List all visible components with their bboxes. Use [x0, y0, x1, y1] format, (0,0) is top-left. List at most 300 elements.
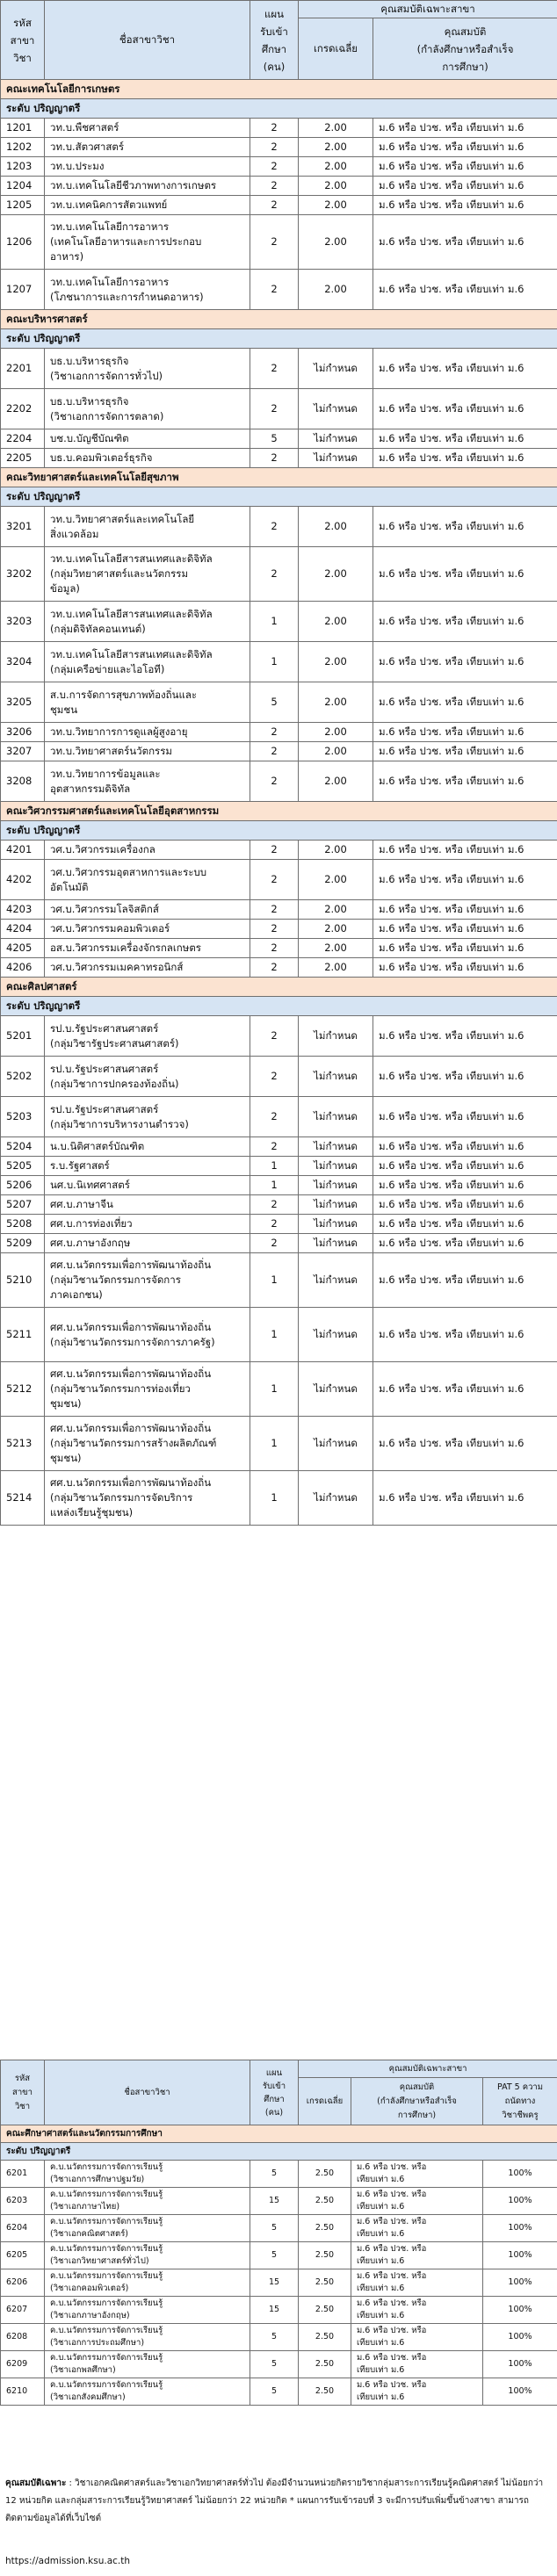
program-plan: 2 — [250, 215, 299, 270]
program-name: วศ.บ.วิศวกรรมอุตสาหการและระบบ อัตโนมัติ — [45, 860, 250, 900]
program-gpa: 2.50 — [299, 2351, 351, 2378]
program-name: ศศ.บ.ภาษาจีน — [45, 1195, 250, 1215]
program-row — [1, 841, 557, 860]
program-code: 3207 — [1, 742, 45, 761]
program-code: 3208 — [1, 761, 45, 802]
program-name: วท.บ.เทคโนโลยีชีวภาพทางการเกษตร — [45, 177, 250, 196]
program-plan: 2 — [250, 270, 299, 310]
program-qual: ม.6 หรือ ปวช. หรือ เทียบเท่า ม.6 — [373, 1471, 557, 1526]
program-qual: ม.6 หรือ ปวช. หรือ เทียบเท่า ม.6 — [373, 1137, 557, 1157]
program-plan: 2 — [250, 507, 299, 547]
program-code: 4206 — [1, 958, 45, 978]
program-row — [1, 2188, 557, 2215]
program-name: วท.บ.วิทยาศาสตร์นวัตกรรม — [45, 742, 250, 761]
program-gpa: 2.00 — [299, 215, 373, 270]
program-gpa: 2.50 — [299, 2161, 351, 2188]
program-plan: 2 — [250, 449, 299, 468]
program-code: 2201 — [1, 349, 45, 389]
program-code: 5212 — [1, 1362, 45, 1417]
program-name: ค.บ.นวัตกรรมการจัดการเรียนรู้ (วิชาเอกภาษาอังกฤษ) — [45, 2297, 250, 2324]
program-qual: ม.6 หรือ ปวช. หรือ เทียบเท่า ม.6 — [351, 2215, 483, 2242]
program-code: 5210 — [1, 1253, 45, 1308]
program-name: บธ.บ.บริหารธุรกิจ (วิชาเอกการจัดการทั่วไป) — [45, 349, 250, 389]
header2-code: รหัส สาขา วิชา — [1, 2060, 45, 2125]
admission-table-2 — [0, 2060, 557, 2406]
program-code: 5203 — [1, 1097, 45, 1137]
program-code: 5211 — [1, 1308, 45, 1362]
program-row — [1, 2242, 557, 2269]
header-name: ชื่อสาขาวิชา — [45, 1, 250, 80]
faculty-name: คณะศึกษาศาสตร์และนวัตกรรมการศึกษา — [1, 2125, 557, 2143]
program-plan: 2 — [250, 939, 299, 958]
program-gpa: 2.00 — [299, 900, 373, 920]
program-code: 6207 — [1, 2297, 45, 2324]
program-gpa: ไม่กำหนด — [299, 389, 373, 429]
program-row — [1, 1057, 557, 1097]
program-plan: 2 — [250, 860, 299, 900]
program-qual: ม.6 หรือ ปวช. หรือ เทียบเท่า ม.6 — [373, 119, 557, 138]
degree-level: ระดับ ปริญญาตรี — [1, 99, 557, 119]
program-code: 1202 — [1, 138, 45, 157]
program-name: ศศ.บ.นวัตกรรมเพื่อการพัฒนาท้องถิ่น (กลุ่มวิชานวัตกรรมการจัดบริการ แหล่งเรียนรู้ชุมชน) — [45, 1471, 250, 1526]
program-row — [1, 2351, 557, 2378]
program-row — [1, 742, 557, 761]
program-name: วท.บ.สัตวศาสตร์ — [45, 138, 250, 157]
program-code: 5206 — [1, 1176, 45, 1195]
program-name: วท.บ.เทคนิคการสัตวแพทย์ — [45, 196, 250, 215]
program-gpa: ไม่กำหนด — [299, 1362, 373, 1417]
program-code: 6203 — [1, 2188, 45, 2215]
header2-pat: PAT 5 ความ ถนัดทาง วิชาชีพครู — [483, 2078, 557, 2125]
program-gpa: 2.00 — [299, 723, 373, 742]
program-plan: 1 — [250, 642, 299, 682]
program-name: ค.บ.นวัตกรรมการจัดการเรียนรู้ (วิชาเอกการศึกษาปฐมวัย) — [45, 2161, 250, 2188]
program-qual: ม.6 หรือ ปวช. หรือ เทียบเท่า ม.6 — [351, 2269, 483, 2297]
program-qual: ม.6 หรือ ปวช. หรือ เทียบเท่า ม.6 — [373, 1308, 557, 1362]
program-name: น.บ.นิติศาสตร์บัณฑิต — [45, 1137, 250, 1157]
program-plan: 2 — [250, 119, 299, 138]
program-qual: ม.6 หรือ ปวช. หรือ เทียบเท่า ม.6 — [373, 602, 557, 642]
program-name: ค.บ.นวัตกรรมการจัดการเรียนรู้ (วิชาเอกการประถมศึกษา) — [45, 2324, 250, 2351]
program-row — [1, 900, 557, 920]
program-gpa: 2.00 — [299, 920, 373, 939]
program-plan: 2 — [250, 1215, 299, 1234]
program-qual: ม.6 หรือ ปวช. หรือ เทียบเท่า ม.6 — [351, 2297, 483, 2324]
program-qual: ม.6 หรือ ปวช. หรือ เทียบเท่า ม.6 — [373, 389, 557, 429]
program-code: 1201 — [1, 119, 45, 138]
program-name: ค.บ.นวัตกรรมการจัดการเรียนรู้ (วิชาเอกสังคมศึกษา) — [45, 2378, 250, 2406]
program-gpa: 2.00 — [299, 196, 373, 215]
program-qual: ม.6 หรือ ปวช. หรือ เทียบเท่า ม.6 — [373, 860, 557, 900]
program-row — [1, 682, 557, 723]
program-name: ศศ.บ.นวัตกรรมเพื่อการพัฒนาท้องถิ่น (กลุ่มวิชานวัตกรรมการจัดการภาครัฐ) — [45, 1308, 250, 1362]
program-name: ค.บ.นวัตกรรมการจัดการเรียนรู้ (วิชาเอกคอมพิวเตอร์) — [45, 2269, 250, 2297]
program-qual: ม.6 หรือ ปวช. หรือ เทียบเท่า ม.6 — [373, 429, 557, 449]
program-code: 5208 — [1, 1215, 45, 1234]
program-qual: ม.6 หรือ ปวช. หรือ เทียบเท่า ม.6 — [351, 2242, 483, 2269]
program-code: 4204 — [1, 920, 45, 939]
program-gpa: 2.00 — [299, 507, 373, 547]
degree-level: ระดับ ปริญญาตรี — [1, 2143, 557, 2161]
program-name: รป.บ.รัฐประศาสนศาสตร์ (กลุ่มวิชารัฐประศาสนศาสตร์) — [45, 1016, 250, 1057]
program-name: ค.บ.นวัตกรรมการจัดการเรียนรู้ (วิชาเอกพลศึกษา) — [45, 2351, 250, 2378]
program-code: 1204 — [1, 177, 45, 196]
program-row — [1, 958, 557, 978]
program-row — [1, 389, 557, 429]
program-gpa: ไม่กำหนด — [299, 1308, 373, 1362]
program-row — [1, 138, 557, 157]
program-row — [1, 2269, 557, 2297]
program-plan: 2 — [250, 920, 299, 939]
program-code: 3201 — [1, 507, 45, 547]
program-gpa: 2.50 — [299, 2297, 351, 2324]
program-name: ศศ.บ.นวัตกรรมเพื่อการพัฒนาท้องถิ่น (กลุ่มวิชานวัตกรรมการสร้างผลิตภัณฑ์ ชุมชน) — [45, 1417, 250, 1471]
program-qual: ม.6 หรือ ปวช. หรือ เทียบเท่า ม.6 — [351, 2188, 483, 2215]
header2-special: คุณสมบัติเฉพาะสาขา — [299, 2060, 557, 2078]
program-name: ศศ.บ.การท่องเที่ยว — [45, 1215, 250, 1234]
program-qual: ม.6 หรือ ปวช. หรือ เทียบเท่า ม.6 — [373, 958, 557, 978]
admission-url: https://admission.ksu.ac.th — [5, 2556, 131, 2566]
program-gpa: ไม่กำหนด — [299, 449, 373, 468]
program-code: 2204 — [1, 429, 45, 449]
level-row — [1, 99, 557, 119]
program-qual: ม.6 หรือ ปวช. หรือ เทียบเท่า ม.6 — [351, 2378, 483, 2406]
program-name: รป.บ.รัฐประศาสนศาสตร์ (กลุ่มวิชาการปกครองท้องถิ่น) — [45, 1057, 250, 1097]
program-qual: ม.6 หรือ ปวช. หรือ เทียบเท่า ม.6 — [373, 723, 557, 742]
program-qual: ม.6 หรือ ปวช. หรือ เทียบเท่า ม.6 — [373, 196, 557, 215]
program-gpa: ไม่กำหนด — [299, 1016, 373, 1057]
program-plan: 2 — [250, 389, 299, 429]
program-plan: 2 — [250, 761, 299, 802]
program-qual: ม.6 หรือ ปวช. หรือ เทียบเท่า ม.6 — [373, 270, 557, 310]
program-row — [1, 177, 557, 196]
program-code: 6205 — [1, 2242, 45, 2269]
program-name: วศ.บ.วิศวกรรมคอมพิวเตอร์ — [45, 920, 250, 939]
program-code: 6209 — [1, 2351, 45, 2378]
degree-level: ระดับ ปริญญาตรี — [1, 329, 557, 349]
program-gpa: 2.00 — [299, 939, 373, 958]
program-plan: 5 — [250, 2351, 299, 2378]
program-qual: ม.6 หรือ ปวช. หรือ เทียบเท่า ม.6 — [373, 900, 557, 920]
program-gpa: ไม่กำหนด — [299, 1157, 373, 1176]
program-gpa: 2.50 — [299, 2215, 351, 2242]
program-code: 1203 — [1, 157, 45, 177]
program-name: วศ.บ.วิศวกรรมโลจิสติกส์ — [45, 900, 250, 920]
program-qual: ม.6 หรือ ปวช. หรือ เทียบเท่า ม.6 — [351, 2324, 483, 2351]
program-row — [1, 1417, 557, 1471]
program-gpa: ไม่กำหนด — [299, 1097, 373, 1137]
program-row — [1, 429, 557, 449]
program-pat: 100% — [483, 2161, 557, 2188]
program-row — [1, 602, 557, 642]
program-row — [1, 1137, 557, 1157]
program-code: 5202 — [1, 1057, 45, 1097]
program-name: วท.บ.เทคโนโลยีสารสนเทศและดิจิทัล (กลุ่มเครือข่ายและไอโอที) — [45, 642, 250, 682]
program-qual: ม.6 หรือ ปวช. หรือ เทียบเท่า ม.6 — [373, 177, 557, 196]
program-qual: ม.6 หรือ ปวช. หรือ เทียบเท่า ม.6 — [373, 1016, 557, 1057]
program-pat: 100% — [483, 2378, 557, 2406]
header-code: รหัส สาขา วิชา — [1, 1, 45, 80]
level-row — [1, 2143, 557, 2161]
program-plan: 5 — [250, 2242, 299, 2269]
program-name: ศศ.บ.นวัตกรรมเพื่อการพัฒนาท้องถิ่น (กลุ่มวิชานวัตกรรมการท่องเที่ยว ชุมชน) — [45, 1362, 250, 1417]
program-row — [1, 920, 557, 939]
program-plan: 5 — [250, 2324, 299, 2351]
faculty-name: คณะวิทยาศาสตร์และเทคโนโลยีสุขภาพ — [1, 468, 557, 487]
program-gpa: 2.50 — [299, 2188, 351, 2215]
program-plan: 2 — [250, 723, 299, 742]
faculty-name: คณะบริหารศาสตร์ — [1, 310, 557, 329]
program-qual: ม.6 หรือ ปวช. หรือ เทียบเท่า ม.6 — [373, 920, 557, 939]
program-gpa: ไม่กำหนด — [299, 349, 373, 389]
program-code: 3204 — [1, 642, 45, 682]
program-code: 6210 — [1, 2378, 45, 2406]
program-gpa: ไม่กำหนด — [299, 1176, 373, 1195]
level-row — [1, 997, 557, 1016]
program-row — [1, 1362, 557, 1417]
header-qual: คุณสมบัติ (กำลังศึกษาหรือสำเร็จ การศึกษา) — [373, 18, 557, 80]
program-row — [1, 1157, 557, 1176]
program-code: 5213 — [1, 1417, 45, 1471]
program-name: ส.บ.การจัดการสุขภาพท้องถิ่นและ ชุมชน — [45, 682, 250, 723]
program-name: บธ.บ.บริหารธุรกิจ (วิชาเอกการจัดการตลาด) — [45, 389, 250, 429]
faculty-row — [1, 468, 557, 487]
program-plan: 1 — [250, 1157, 299, 1176]
program-row — [1, 860, 557, 900]
program-gpa: ไม่กำหนด — [299, 1195, 373, 1215]
program-row — [1, 1253, 557, 1308]
faculty-name: คณะเทคโนโลยีการเกษตร — [1, 80, 557, 99]
program-gpa: 2.00 — [299, 742, 373, 761]
program-code: 4203 — [1, 900, 45, 920]
program-gpa: 2.00 — [299, 138, 373, 157]
program-qual: ม.6 หรือ ปวช. หรือ เทียบเท่า ม.6 — [373, 157, 557, 177]
program-row — [1, 119, 557, 138]
program-code: 1206 — [1, 215, 45, 270]
program-row — [1, 761, 557, 802]
program-qual: ม.6 หรือ ปวช. หรือ เทียบเท่า ม.6 — [373, 547, 557, 602]
program-row — [1, 2215, 557, 2242]
program-name: รป.บ.รัฐประศาสนศาสตร์ (กลุ่มวิชาการบริหารงานตำรวจ) — [45, 1097, 250, 1137]
program-qual: ม.6 หรือ ปวช. หรือ เทียบเท่า ม.6 — [373, 939, 557, 958]
program-qual: ม.6 หรือ ปวช. หรือ เทียบเท่า ม.6 — [373, 1157, 557, 1176]
program-row — [1, 723, 557, 742]
program-plan: 1 — [250, 1176, 299, 1195]
program-name: วท.บ.เทคโนโลยีสารสนเทศและดิจิทัล (กลุ่มดิจิทัลคอนเทนต์) — [45, 602, 250, 642]
program-gpa: 2.00 — [299, 177, 373, 196]
program-code: 4201 — [1, 841, 45, 860]
program-name: วท.บ.เทคโนโลยีสารสนเทศและดิจิทัล (กลุ่มวิทยาศาสตร์และนวัตกรรม ข้อมูล) — [45, 547, 250, 602]
level-row — [1, 487, 557, 507]
program-plan: 5 — [250, 2215, 299, 2242]
program-plan: 2 — [250, 547, 299, 602]
program-name: วท.บ.เทคโนโลยีการอาหาร (เทคโนโลยีอาหารและการประกอบ อาหาร) — [45, 215, 250, 270]
program-pat: 100% — [483, 2324, 557, 2351]
footnote-label: คุณสมบัติเฉพาะ — [5, 2479, 67, 2488]
footnote — [0, 2475, 557, 2528]
program-pat: 100% — [483, 2242, 557, 2269]
program-name: อส.บ.วิศวกรรมเครื่องจักรกลเกษตร — [45, 939, 250, 958]
program-code: 3206 — [1, 723, 45, 742]
program-name: ร.บ.รัฐศาสตร์ — [45, 1157, 250, 1176]
program-code: 3202 — [1, 547, 45, 602]
program-code: 2202 — [1, 389, 45, 429]
program-gpa: 2.50 — [299, 2242, 351, 2269]
program-plan: 2 — [250, 196, 299, 215]
header-special: คุณสมบัติเฉพาะสาขา — [299, 1, 557, 18]
program-gpa: 2.50 — [299, 2269, 351, 2297]
program-code: 5205 — [1, 1157, 45, 1176]
program-row — [1, 1471, 557, 1526]
program-gpa: 2.00 — [299, 958, 373, 978]
program-gpa: ไม่กำหนด — [299, 1057, 373, 1097]
degree-level: ระดับ ปริญญาตรี — [1, 997, 557, 1016]
program-plan: 5 — [250, 2161, 299, 2188]
program-gpa: ไม่กำหนด — [299, 429, 373, 449]
program-plan: 5 — [250, 2378, 299, 2406]
program-qual: ม.6 หรือ ปวช. หรือ เทียบเท่า ม.6 — [373, 215, 557, 270]
program-row — [1, 1016, 557, 1057]
program-row — [1, 349, 557, 389]
program-gpa: 2.00 — [299, 602, 373, 642]
program-plan: 2 — [250, 1137, 299, 1157]
program-row — [1, 1195, 557, 1215]
program-code: 5207 — [1, 1195, 45, 1215]
program-name: วศ.บ.วิศวกรรมเครื่องกล — [45, 841, 250, 860]
program-code: 2205 — [1, 449, 45, 468]
program-pat: 100% — [483, 2188, 557, 2215]
program-row — [1, 642, 557, 682]
program-qual: ม.6 หรือ ปวช. หรือ เทียบเท่า ม.6 — [373, 1234, 557, 1253]
program-name: ค.บ.นวัตกรรมการจัดการเรียนรู้ (วิชาเอกคณิตศาสตร์) — [45, 2215, 250, 2242]
program-plan: 2 — [250, 1195, 299, 1215]
program-qual: ม.6 หรือ ปวช. หรือ เทียบเท่า ม.6 — [373, 1215, 557, 1234]
program-row — [1, 2161, 557, 2188]
program-name: วท.บ.วิทยาการการดูแลผู้สูงอายุ — [45, 723, 250, 742]
program-code: 5214 — [1, 1471, 45, 1526]
program-gpa: ไม่กำหนด — [299, 1253, 373, 1308]
program-qual: ม.6 หรือ ปวช. หรือ เทียบเท่า ม.6 — [373, 349, 557, 389]
program-plan: 15 — [250, 2188, 299, 2215]
program-code: 3203 — [1, 602, 45, 642]
program-gpa: 2.00 — [299, 547, 373, 602]
program-plan: 15 — [250, 2269, 299, 2297]
program-plan: 2 — [250, 349, 299, 389]
program-row — [1, 547, 557, 602]
program-plan: 2 — [250, 177, 299, 196]
program-code: 3205 — [1, 682, 45, 723]
program-row — [1, 270, 557, 310]
program-code: 5209 — [1, 1234, 45, 1253]
program-gpa: 2.00 — [299, 841, 373, 860]
program-gpa: ไม่กำหนด — [299, 1471, 373, 1526]
program-plan: 1 — [250, 1253, 299, 1308]
program-row — [1, 1234, 557, 1253]
program-row — [1, 1215, 557, 1234]
program-row — [1, 1176, 557, 1195]
program-gpa: 2.50 — [299, 2378, 351, 2406]
degree-level: ระดับ ปริญญาตรี — [1, 821, 557, 841]
program-plan: 5 — [250, 429, 299, 449]
program-qual: ม.6 หรือ ปวช. หรือ เทียบเท่า ม.6 — [373, 1253, 557, 1308]
program-row — [1, 2378, 557, 2406]
program-name: วท.บ.วิทยาการข้อมูลและ อุตสาหกรรมดิจิทัล — [45, 761, 250, 802]
program-name: วท.บ.พืชศาสตร์ — [45, 119, 250, 138]
program-qual: ม.6 หรือ ปวช. หรือ เทียบเท่า ม.6 — [351, 2161, 483, 2188]
program-plan: 1 — [250, 1362, 299, 1417]
faculty-name: คณะวิศวกรรมศาสตร์และเทคโนโลยีอุตสาหกรรม — [1, 802, 557, 821]
program-row — [1, 2297, 557, 2324]
header-plan: แผน รับเข้า ศึกษา (คน) — [250, 1, 299, 80]
program-row — [1, 196, 557, 215]
program-row — [1, 1097, 557, 1137]
faculty-row — [1, 310, 557, 329]
program-plan: 1 — [250, 1417, 299, 1471]
program-plan: 5 — [250, 682, 299, 723]
footnote-text: : วิชาเอกคณิตศาสตร์และวิชาเอกวิทยาศาสตร์ทั่วไป ต้องมีจำนวนหน่วยกิตรายวิชากลุ่มสาระการเรียนรู้คณิตศาสตร์ ไม่น้อยกว่า 12 หน่วยกิต และกลุ่มสาระการเรียนรู้วิทยาศาสตร์ ไม่น้อยกว่า 22 หน่วยกิต * แผนการรับเข้ารอบที่ 3 จะมีการปรับเพิ่มขึ้นข้างสาขา สามารถติดตามข้อมูลได้ที่เว็บไซต์ — [5, 2479, 544, 2523]
program-gpa: 2.00 — [299, 682, 373, 723]
program-row — [1, 939, 557, 958]
header2-plan: แผน รับเข้า ศึกษา (คน) — [250, 2060, 299, 2125]
program-plan: 1 — [250, 602, 299, 642]
program-plan: 2 — [250, 1234, 299, 1253]
level-row — [1, 821, 557, 841]
program-plan: 2 — [250, 841, 299, 860]
program-qual: ม.6 หรือ ปวช. หรือ เทียบเท่า ม.6 — [351, 2351, 483, 2378]
program-gpa: ไม่กำหนด — [299, 1215, 373, 1234]
program-name: บธ.บ.คอมพิวเตอร์ธุรกิจ — [45, 449, 250, 468]
program-qual: ม.6 หรือ ปวช. หรือ เทียบเท่า ม.6 — [373, 1097, 557, 1137]
program-name: วท.บ.เทคโนโลยีการอาหาร (โภชนาการและการกำหนดอาหาร) — [45, 270, 250, 310]
program-qual: ม.6 หรือ ปวช. หรือ เทียบเท่า ม.6 — [373, 1362, 557, 1417]
program-row — [1, 507, 557, 547]
program-row — [1, 157, 557, 177]
header-gpa: เกรดเฉลี่ย — [299, 18, 373, 80]
program-plan: 2 — [250, 138, 299, 157]
program-qual: ม.6 หรือ ปวช. หรือ เทียบเท่า ม.6 — [373, 138, 557, 157]
program-code: 6208 — [1, 2324, 45, 2351]
header2-gpa: เกรดเฉลี่ย — [299, 2078, 351, 2125]
program-name: วท.บ.วิทยาศาสตร์และเทคโนโลยี สิ่งแวดล้อม — [45, 507, 250, 547]
program-row — [1, 449, 557, 468]
program-plan: 15 — [250, 2297, 299, 2324]
faculty-row — [1, 802, 557, 821]
program-qual: ม.6 หรือ ปวช. หรือ เทียบเท่า ม.6 — [373, 642, 557, 682]
faculty-row — [1, 978, 557, 997]
program-name: ค.บ.นวัตกรรมการจัดการเรียนรู้ (วิชาเอกภาษาไทย) — [45, 2188, 250, 2215]
program-code: 1205 — [1, 196, 45, 215]
program-gpa: 2.00 — [299, 761, 373, 802]
program-qual: ม.6 หรือ ปวช. หรือ เทียบเท่า ม.6 — [373, 1195, 557, 1215]
program-qual: ม.6 หรือ ปวช. หรือ เทียบเท่า ม.6 — [373, 761, 557, 802]
program-gpa: ไม่กำหนด — [299, 1234, 373, 1253]
program-qual: ม.6 หรือ ปวช. หรือ เทียบเท่า ม.6 — [373, 682, 557, 723]
program-code: 4202 — [1, 860, 45, 900]
program-code: 5204 — [1, 1137, 45, 1157]
program-name: วท.บ.ประมง — [45, 157, 250, 177]
program-gpa: 2.00 — [299, 642, 373, 682]
program-pat: 100% — [483, 2351, 557, 2378]
program-name: ศศ.บ.นวัตกรรมเพื่อการพัฒนาท้องถิ่น (กลุ่มวิชานวัตกรรมการจัดการ ภาคเอกชน) — [45, 1253, 250, 1308]
program-plan: 2 — [250, 157, 299, 177]
program-qual: ม.6 หรือ ปวช. หรือ เทียบเท่า ม.6 — [373, 507, 557, 547]
degree-level: ระดับ ปริญญาตรี — [1, 487, 557, 507]
faculty-name: คณะศิลปศาสตร์ — [1, 978, 557, 997]
program-plan: 2 — [250, 742, 299, 761]
program-gpa: 2.00 — [299, 119, 373, 138]
program-plan: 2 — [250, 900, 299, 920]
program-gpa: 2.00 — [299, 157, 373, 177]
